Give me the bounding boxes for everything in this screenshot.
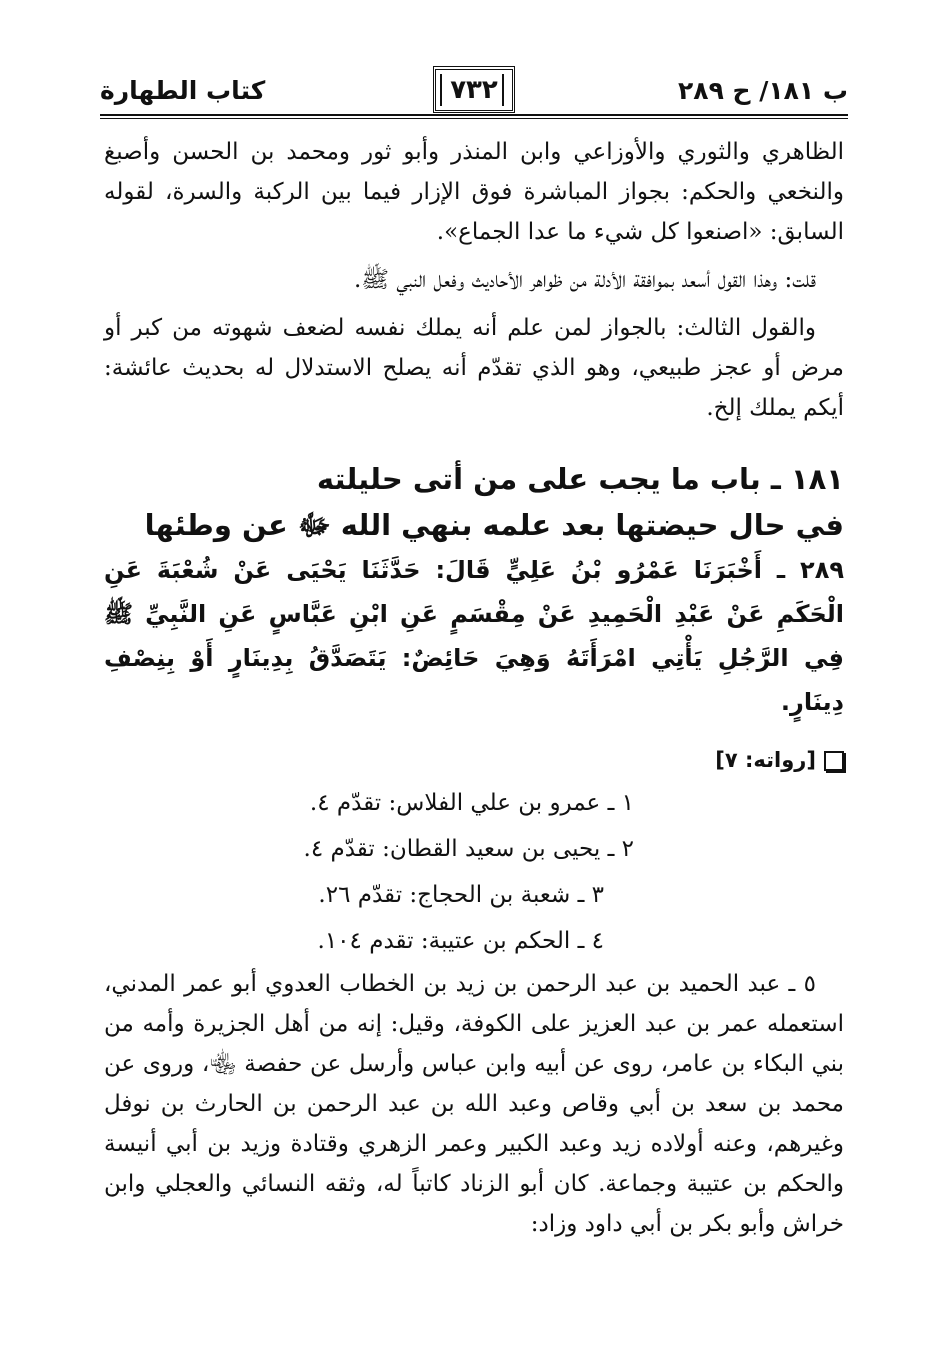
header-divider-thin (100, 118, 848, 119)
chapter-heading-line-1: ١٨١ ـ باب ما يجب على من أتى حليلته (316, 462, 844, 496)
paragraph-commentary-1: الظاهري والثوري والأوزاعي وابن المنذر وأبو ثور ومحمد بن الحسن وأصبغ والنخعي والحكم: بجواز المباشرة فوق الإزار فيما بين الركبة والسرة، لقوله السابق: «اصنعوا كل شيء ما عدا الجماع». (104, 139, 844, 245)
chapter-heading-line-2: في حال حيضتها بعد علمه بنهي الله ﷻ عن وطئها (144, 508, 844, 542)
narrators-heading (104, 740, 844, 780)
hadith-text: ٢٨٩ ـ أَخْبَرَنَا عَمْرُو بْنُ عَلِيٍّ قَالَ: حَدَّثَنَا يَحْيَى عَنْ شُعْبَةَ عَنِ الْحَكَمِ عَنْ عَبْدِ الْحَمِيدِ عَنْ مِقْسَمٍ عَنِ ابْنِ عَبَّاسٍ عَنِ النَّبِيِّ ﷺ فِي الرَّجُلِ يَأْتِي امْرَأَتَهُ وَهِيَ حَائِضٌ: يَتَصَدَّقُ بِدِينَارٍ أَوْ بِنِصْفِ دِينَارٍ. (104, 556, 844, 716)
page-body (104, 132, 844, 1252)
narrators-heading-text: [رواته: ٧] (715, 748, 816, 772)
page-header (100, 70, 848, 114)
page-number: ٧٣٢ (433, 66, 515, 113)
square-bullet-icon (824, 751, 844, 771)
header-divider (100, 114, 848, 116)
book-section-title: كتاب الطهارة (100, 76, 266, 105)
paragraph-commentary-2: قلت: وهذا القول أسعد بموافقة الأدلة من ظواهر الأحاديث وفعل النبي ﷺ. (353, 267, 816, 293)
paragraph-commentary-3: والقول الثالث: بالجواز لمن علم أنه يملك نفسه لضعف شهوته من كبر أو مرض أو عجز طبيعي، وهو الذي تقدّم أنه يصلح الاستدلال له بحديث عائشة: أيكم يملك إلخ. (104, 315, 844, 421)
narrator-biography: ٥ ـ عبد الحميد بن عبد الرحمن بن زيد بن الخطاب العدوي أبو عمر المدني، استعمله عمر بن عبد العزيز على الكوفة، وقيل: إنه من أهل الجزيرة وأمه من بني البكاء بن عامر، روى عن أبيه وابن عباس وأرسل عن حفصة ﵄، وروى عن محمد بن سعد بن أبي وقاص وعبد الله بن عبد الرحمن بن الحارث بن نوفل وغيرهم، وعنه أولاده زيد وعبد الكبير وعمر الزهري وقتادة وزيد بن أبي أنيسة والحكم بن عتيبة وجماعة. كان أبو الزناد كاتباً له، وثقه النسائي والعجلي وابن خراش وأبو بكر بن أبي داود وزاد: (104, 971, 844, 1237)
narrator-item: ٢ ـ يحيى بن سعيد القطان: تقدّم ٤. (303, 836, 634, 862)
narrator-item: ٤ ـ الحكم بن عتيبة: تقدم ١٠٤. (317, 928, 604, 954)
chapter-hadith-reference: ب ١٨١/ ح ٢٨٩ (678, 76, 848, 105)
narrator-item: ١ ـ عمرو بن علي الفلاس: تقدّم ٤. (309, 790, 634, 816)
narrator-item: ٣ ـ شعبة بن الحجاج: تقدّم ٢٦. (318, 882, 604, 908)
